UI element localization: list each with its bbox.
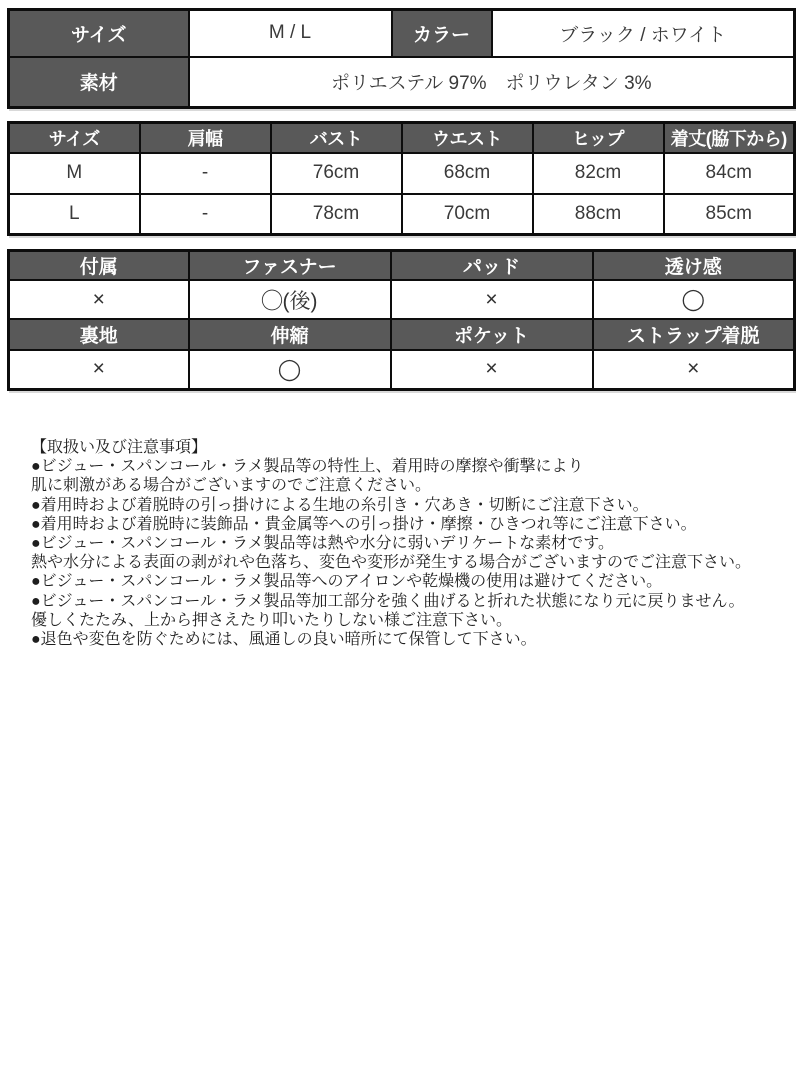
features-table — [7, 249, 796, 391]
care-note-line: ●ビジュー・スパンコール・ラメ製品等の特性上、着用時の摩擦や衝撃により — [31, 458, 584, 476]
care-note-line: 熱や水分による表面の剥がれや色落ち、変色や変形が発生する場合がございますのでご注意下さい。 — [31, 554, 752, 572]
size-value-cell: M / L — [189, 10, 392, 57]
m-size-cell: M — [9, 153, 140, 194]
col-header-size: サイズ — [9, 123, 140, 153]
l-shoulder-cell: - — [140, 194, 271, 235]
stretch-header-cell: 伸縮 — [189, 319, 391, 350]
features-header-row-1 — [9, 251, 795, 281]
l-bust-cell: 78cm — [271, 194, 402, 235]
pocket-value-cell: × — [391, 350, 593, 389]
sheerness-value-cell: ◯ — [593, 280, 795, 319]
care-note-line: 肌に刺激がある場合がございますのでご注意ください。 — [31, 477, 432, 495]
care-note-line: ●着用時および着脱時の引っ掛けによる生地の糸引き・穴あき・切断にご注意下さい。 — [31, 496, 649, 514]
l-waist-cell: 70cm — [402, 194, 533, 235]
care-note-line: 優しくたたみ、上から押さえたり叩いたりしない様ご注意下さい。 — [31, 611, 512, 629]
material-header-cell: 素材 — [9, 57, 189, 108]
l-hip-cell: 88cm — [533, 194, 664, 235]
m-bust-cell: 76cm — [271, 153, 402, 194]
col-header-shoulder: 肩幅 — [140, 123, 271, 153]
m-waist-cell: 68cm — [402, 153, 533, 194]
features-value-row-1 — [9, 280, 795, 319]
pad-header-cell: パッド — [391, 251, 593, 281]
care-notes-title: 【取扱い及び注意事項】 — [31, 439, 208, 456]
col-header-length: 着丈(脇下から) — [664, 123, 795, 153]
l-length-cell: 85cm — [664, 194, 795, 235]
zipper-value-cell: ◯(後) — [189, 280, 391, 319]
care-notes — [31, 438, 776, 649]
col-header-hip: ヒップ — [533, 123, 664, 153]
accessory-value-cell: × — [9, 280, 189, 319]
m-length-cell: 84cm — [664, 153, 795, 194]
features-header-row-2 — [9, 319, 795, 350]
stretch-value-cell: ◯ — [189, 350, 391, 389]
zipper-header-cell: ファスナー — [189, 251, 391, 281]
strap-value-cell: × — [593, 350, 795, 389]
care-note-line: ●着用時および着脱時に装飾品・貴金属等への引っ掛け・摩擦・ひきつれ等にご注意下さい。 — [31, 515, 697, 533]
col-header-bust: バスト — [271, 123, 402, 153]
measurements-table — [7, 121, 796, 236]
product-summary-table — [7, 8, 796, 109]
pocket-header-cell: ポケット — [391, 319, 593, 350]
sheerness-header-cell: 透け感 — [593, 251, 795, 281]
size-header-cell: サイズ — [9, 10, 189, 57]
col-header-waist: ウエスト — [402, 123, 533, 153]
accessory-header-cell: 付属 — [9, 251, 189, 281]
summary-row-size-color — [9, 10, 795, 57]
color-header-cell: カラー — [392, 10, 492, 57]
material-value-cell: ポリエステル 97% ポリウレタン 3% — [189, 57, 795, 108]
summary-row-material — [9, 57, 795, 108]
pad-value-cell: × — [391, 280, 593, 319]
lining-value-cell: × — [9, 350, 189, 389]
l-size-cell: L — [9, 194, 140, 235]
care-note-line: ●ビジュー・スパンコール・ラメ製品等へのアイロンや乾燥機の使用は避けてください。 — [31, 573, 663, 591]
measurements-row-m — [9, 153, 795, 194]
care-note-line: ●ビジュー・スパンコール・ラメ製品等は熱や水分に弱いデリケートな素材です。 — [31, 535, 614, 553]
care-note-line: ●退色や変色を防ぐためには、風通しの良い暗所にて保管して下さい。 — [31, 631, 537, 649]
lining-header-cell: 裏地 — [9, 319, 189, 350]
color-value-cell: ブラック / ホワイト — [492, 10, 795, 57]
strap-header-cell: ストラップ着脱 — [593, 319, 795, 350]
measurements-header-row — [9, 123, 795, 153]
m-shoulder-cell: - — [140, 153, 271, 194]
care-note-line: ●ビジュー・スパンコール・ラメ製品等加工部分を強く曲げると折れた状態になり元に戻りません。 — [31, 592, 745, 610]
measurements-row-l — [9, 194, 795, 235]
m-hip-cell: 82cm — [533, 153, 664, 194]
features-value-row-2 — [9, 350, 795, 389]
